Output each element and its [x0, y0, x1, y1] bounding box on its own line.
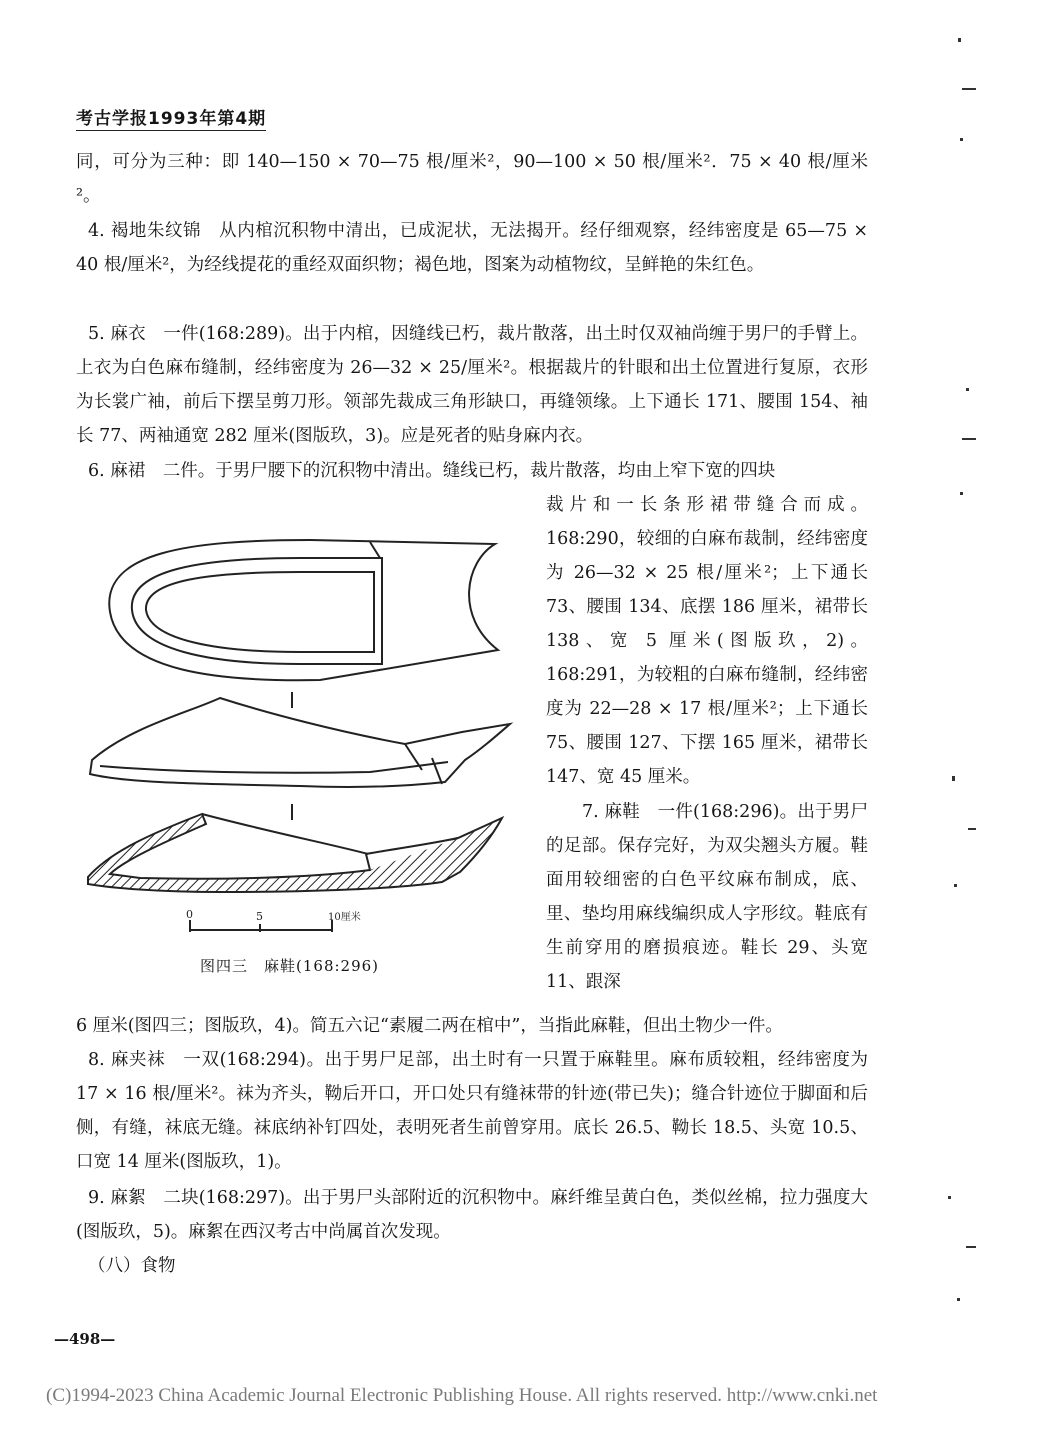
scale-label-0: 0	[186, 908, 193, 921]
shoe-section-view	[88, 814, 502, 892]
page-number: —498—	[54, 1330, 116, 1348]
scan-speck	[952, 776, 955, 781]
paragraph-brocade: 4. 褐地朱纹锦 从内棺沉积物中清出，已成泥状，无法揭开。经仔细观察，经纬密度是 65—75 × 40 根/厘米²，为经线提花的重经双面织物；褐色地，图案为动植物纹，呈鲜艳的朱红色。	[76, 221, 868, 275]
running-header: 考古学报1993年第4期	[76, 104, 266, 131]
scan-speck	[957, 1298, 960, 1301]
scan-speck	[966, 388, 969, 391]
scan-speck	[958, 38, 961, 42]
scan-speck	[966, 1246, 976, 1248]
scan-speck	[968, 828, 976, 830]
paragraph-hemp-garment: 5. 麻衣 一件(168:289)。出于内棺，因缝线已朽，裁片散落，出土时仅双袖尚缠于男尸的手臂上。上衣为白色麻布缝制，经纬密度为 26—32 × 25/厘米²。根据裁片的针眼和出土位置进行复原，衣形为长裳广袖，前后下摆呈剪刀形。领部先裁成三角形缺口，再缝领缘。上下通长 171、腰围 154、袖长 77、两袖通宽 282 厘米(图版玖，3)。应是死者的贴身麻内衣。	[76, 324, 868, 446]
scan-speck	[954, 884, 957, 887]
paragraph-hemp-skirt: 6. 麻裙 二件。于男尸腰下的沉积物中清出。缝线已朽，裁片散落，均由上窄下宽的四块	[88, 461, 776, 481]
paragraph-weave-density: 同，可分为三种：即 140—150 × 70—75 根/厘米²，90—100 × 50 根/厘米²．75 × 40 根/厘米²。	[76, 152, 868, 206]
scale-label-10: 10厘米	[328, 912, 361, 923]
paragraph-hemp-socks: 8. 麻夹袜 一双(168:294)。出于男尸足部，出土时有一只置于麻鞋里。麻布质较粗，经纬密度为 17 × 16 根/厘米²。袜为齐头，靿后开口，开口处只有缝袜带的针迹(带已失)；缝合针迹位于脚面和后侧，有缝，袜底无缝。袜底纳补钉四处，表明死者生前曾穿用。底长 26.5、靿长 18.5、头宽 10.5、口宽 14 厘米(图版玖，1)。	[76, 1050, 868, 1172]
shoe-top-view	[109, 540, 498, 680]
scan-speck	[948, 1196, 951, 1199]
scan-speck	[962, 438, 976, 440]
scale-label-5: 5	[256, 910, 263, 923]
scan-speck	[960, 492, 963, 495]
side-text-shoe: 7. 麻鞋 一件(168:296)。出于男尸的足部。保存完好，为双尖翘头方履。鞋面用较细密的白色平纹麻布制成，底、里、垫均用麻线编织成人字形纹。鞋底有生前穿用的磨损痕迹。鞋长 29、头宽 11、跟深	[546, 802, 868, 992]
scan-speck	[960, 138, 963, 141]
shoe-drawing-figure	[70, 522, 530, 942]
paragraph-shoe-continued: 6 厘米(图四三；图版玖，4)。简五六记“素履二两在棺中”，当指此麻鞋，但出土物少一件。	[76, 1016, 783, 1036]
section-heading-food: （八）食物	[88, 1256, 176, 1276]
scan-speck	[962, 88, 976, 90]
side-text-skirt: 裁片和一长条形裙带缝合而成。168:290，较细的白麻布裁制，经纬密度为 26—32 × 25 根/厘米²；上下通长 73、腰围 134、底摆 186 厘米，裙带长 138、宽 5 厘米(图版玖，2)。168:291，为较粗的白麻布缝制，经纬密度为 22—28 × 17 根/厘米²；上下通长 75、腰围 127、下摆 165 厘米，裙带长 147、宽 45 厘米。	[546, 495, 868, 787]
copyright-notice: (C)1994-2023 China Academic Journal Electronic Publishing House. All rights reserved. http://www.cnki.net	[46, 1385, 878, 1406]
shoe-side-view	[90, 698, 510, 787]
paragraph-hemp-floss: 9. 麻絮 二块(168:297)。出于男尸头部附近的沉积物中。麻纤维呈黄白色，类似丝棉，拉力强度大(图版玖，5)。麻絮在西汉考古中尚属首次发现。	[76, 1188, 868, 1242]
figure-caption: 图四三 麻鞋(168:296)	[200, 957, 380, 975]
